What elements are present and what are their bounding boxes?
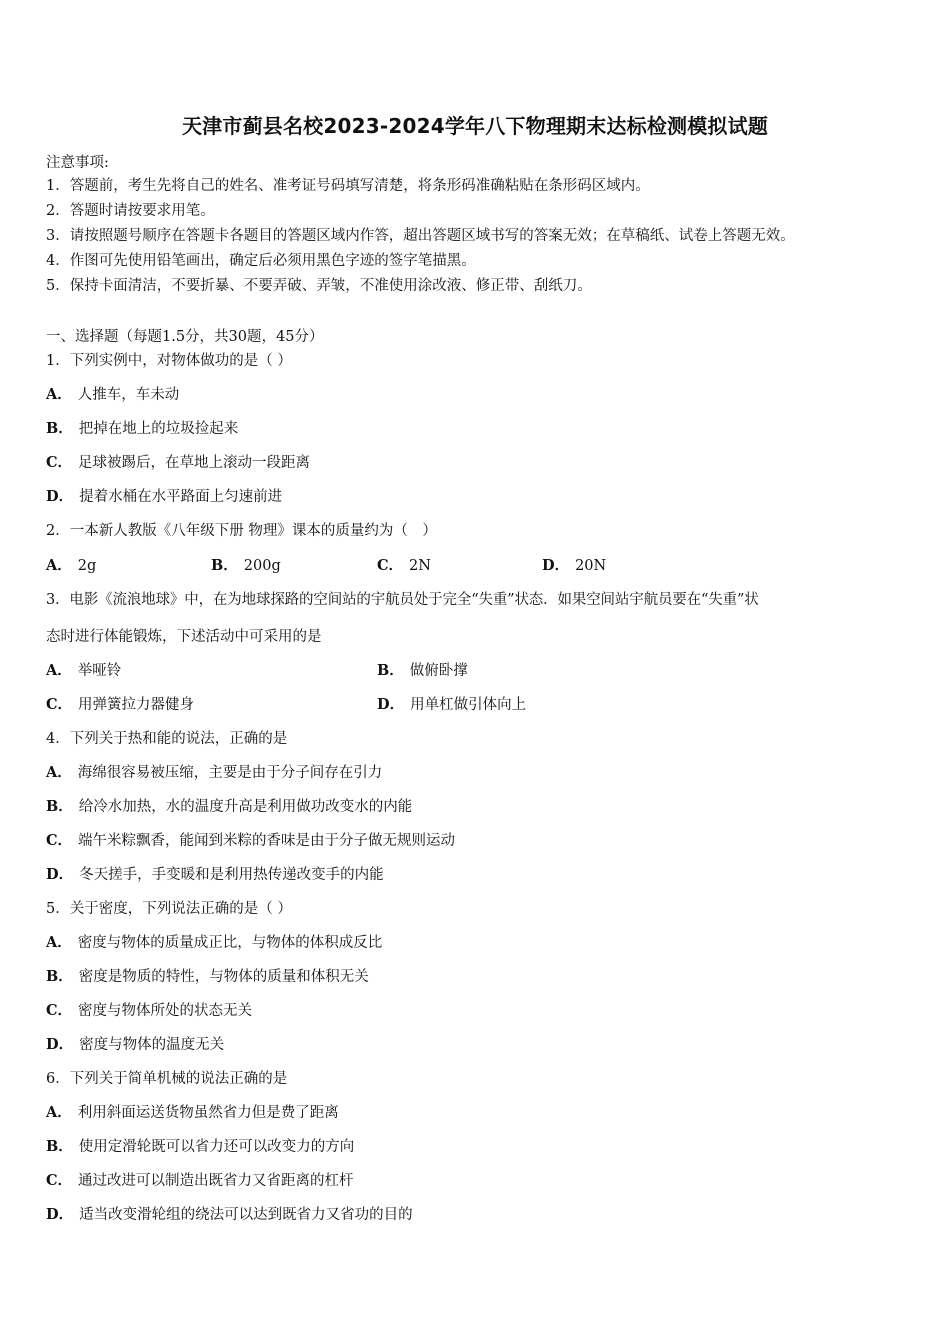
option-letter: D． xyxy=(46,488,74,505)
option-letter: C． xyxy=(46,454,73,471)
option-text: 把掉在地上的垃圾捡起来 xyxy=(78,421,239,437)
notice-item: 1．答题前，考生先将自己的姓名、准考证号码填写清楚，将条形码准确粘贴在条形码区域内。 xyxy=(46,178,650,194)
question-option xyxy=(46,763,382,783)
question-option xyxy=(46,487,282,507)
question-stem: 5．关于密度，下列说法正确的是（ ） xyxy=(46,901,292,917)
option-text: 用弹簧拉力器健身 xyxy=(78,697,195,713)
option-text: 200g xyxy=(243,558,281,574)
option-letter: B． xyxy=(46,1138,73,1155)
option-text: 使用定滑轮既可以省力还可以改变力的方向 xyxy=(78,1139,355,1155)
option-letter: D． xyxy=(46,1206,74,1223)
option-letter: C． xyxy=(46,1002,73,1019)
question-option xyxy=(46,453,310,473)
option-letter: D． xyxy=(542,557,570,574)
question-stem: 6．下列关于简单机械的说法正确的是 xyxy=(46,1071,288,1087)
question-option xyxy=(46,1035,224,1055)
option-text: 密度与物体的温度无关 xyxy=(79,1037,225,1053)
option-text: 冬天搓手，手变暖和是利用热传递改变手的内能 xyxy=(79,867,384,883)
question-option xyxy=(46,1001,252,1021)
option-letter: D． xyxy=(46,866,74,883)
option-text: 2N xyxy=(409,558,431,574)
option-text: 利用斜面运送货物虽然省力但是费了距离 xyxy=(77,1105,339,1121)
option-text: 用单杠做引体向上 xyxy=(410,697,527,713)
question-stem: 态时进行体能锻炼，下述活动中可采用的是 xyxy=(46,629,322,645)
question-option xyxy=(46,797,412,817)
notice-item: 4．作图可先使用铅笔画出，确定后必须用黑色字迹的签字笔描黑。 xyxy=(46,253,476,269)
question-stem: 2．一本新人教版《八年级下册 物理》课本的质量约为（ ） xyxy=(46,523,437,539)
option-text: 密度是物质的特性，与物体的质量和体积无关 xyxy=(78,969,369,985)
option-letter: A． xyxy=(46,386,72,403)
question-option xyxy=(46,661,121,681)
option-letter: C． xyxy=(377,557,404,574)
option-text: 2g xyxy=(77,558,97,574)
option-letter: B． xyxy=(46,968,73,985)
question-stem: 4．下列关于热和能的说法，正确的是 xyxy=(46,731,288,747)
notice-item: 5．保持卡面清洁，不要折暴、不要弄破、弄皱，不准使用涂改液、修正带、刮纸刀。 xyxy=(46,278,592,294)
option-text: 端午米粽飘香，能闻到米粽的香味是由于分子做无规则运动 xyxy=(78,833,456,849)
option-text: 提着水桶在水平路面上匀速前进 xyxy=(79,489,283,505)
option-letter: B． xyxy=(46,420,73,437)
question-option xyxy=(46,1171,354,1191)
option-letter: B． xyxy=(211,557,238,574)
option-text: 举哑铃 xyxy=(77,663,122,679)
question-option xyxy=(46,967,369,987)
option-text: 做俯卧撑 xyxy=(409,663,468,679)
question-option xyxy=(46,933,382,953)
notice-list xyxy=(46,176,795,301)
question-option xyxy=(377,556,431,576)
option-text: 给冷水加热，水的温度升高是利用做功改变水的内能 xyxy=(78,799,413,815)
question-option xyxy=(46,385,179,405)
option-letter: C． xyxy=(46,832,73,849)
option-letter: A． xyxy=(46,557,72,574)
question-option xyxy=(46,1103,339,1123)
option-letter: B． xyxy=(377,662,404,679)
question-option xyxy=(542,556,606,576)
option-text: 人推车，车未动 xyxy=(77,387,180,403)
question-option xyxy=(46,556,96,576)
option-text: 密度与物体的质量成正比，与物体的体积成反比 xyxy=(77,935,383,951)
option-text: 密度与物体所处的状态无关 xyxy=(78,1003,253,1019)
option-text: 通过改进可以制造出既省力又省距离的杠杆 xyxy=(78,1173,354,1189)
option-letter: A． xyxy=(46,1104,72,1121)
option-text: 适当改变滑轮组的绕法可以达到既省力又省功的目的 xyxy=(79,1207,413,1223)
question-option xyxy=(46,831,455,851)
option-letter: D． xyxy=(377,696,405,713)
question-option xyxy=(46,1205,413,1225)
question-option xyxy=(211,556,281,576)
notice-item: 2．答题时请按要求用笔。 xyxy=(46,203,215,219)
notice-item: 3．请按照题号顺序在答题卡各题目的答题区域内作答，超出答题区域书写的答案无效；在草稿纸、试卷上答题无效。 xyxy=(46,228,795,244)
option-letter: B． xyxy=(46,798,73,815)
question-option xyxy=(377,695,526,715)
option-letter: C． xyxy=(46,696,73,713)
question-stem: 3．电影《流浪地球》中，在为地球探路的空间站的宇航员处于完全“失重”状态．如果空间站宇航员要在“失重”状 xyxy=(46,592,759,608)
option-letter: A． xyxy=(46,934,72,951)
option-text: 海绵很容易被压缩，主要是由于分子间存在引力 xyxy=(77,765,383,781)
question-option xyxy=(46,695,194,715)
option-letter: D． xyxy=(46,1036,74,1053)
option-text: 20N xyxy=(575,558,607,574)
option-letter: C． xyxy=(46,1172,73,1189)
section-heading: 一、选择题（每题1.5分，共30题，45分） xyxy=(46,329,324,345)
question-option xyxy=(46,1137,354,1157)
notice-heading: 注意事项: xyxy=(46,155,109,171)
question-option xyxy=(46,865,384,885)
option-letter: A． xyxy=(46,764,72,781)
question-option xyxy=(377,661,468,681)
option-text: 足球被踢后，在草地上滚动一段距离 xyxy=(78,455,311,471)
question-option xyxy=(46,419,238,439)
option-letter: A． xyxy=(46,662,72,679)
question-stem: 1．下列实例中，对物体做功的是（ ） xyxy=(46,353,292,369)
page-title: 天津市蓟县名校2023-2024学年八下物理期末达标检测模拟试题 xyxy=(181,114,769,138)
